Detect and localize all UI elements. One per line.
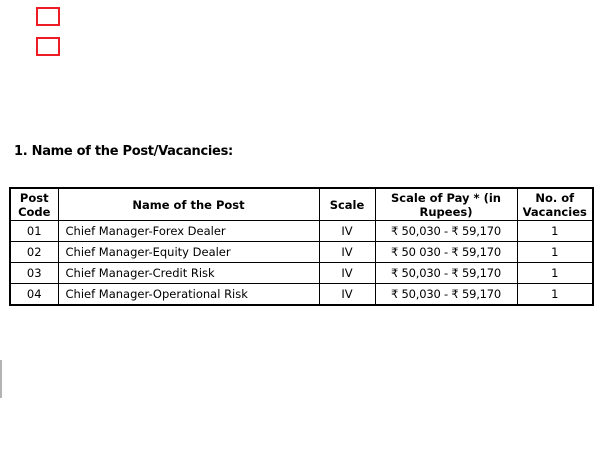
scale-cell: IV [319,221,375,242]
broken-image-placeholder-icon [36,37,60,56]
post-name-cell: Chief Manager-Forex Dealer [58,221,319,242]
page-edge-artifact [0,360,2,398]
pay-scale-cell: ₹ 50,030 - ₹ 59,170 [375,221,517,242]
col-header-post-code: Post Code [10,188,58,221]
post-name-cell: Chief Manager-Credit Risk [58,263,319,284]
vacancies-table [9,187,594,306]
scale-cell: IV [319,263,375,284]
post-name-cell: Chief Manager-Equity Dealer [58,242,319,263]
col-header-scale: Scale [319,188,375,221]
scale-cell: IV [319,242,375,263]
post-code-cell: 04 [10,284,58,306]
post-name-cell: Chief Manager-Operational Risk [58,284,319,306]
post-code-cell: 02 [10,242,58,263]
vacancies-cell: 1 [517,263,593,284]
vacancies-cell: 1 [517,221,593,242]
col-header-post-name: Name of the Post [58,188,319,221]
broken-image-placeholder-icon [36,7,60,26]
table-row [10,221,593,242]
post-code-cell: 01 [10,221,58,242]
scale-cell: IV [319,284,375,306]
vacancies-cell: 1 [517,284,593,306]
post-code-cell: 03 [10,263,58,284]
table-header-row [10,188,593,221]
section-heading: 1. Name of the Post/Vacancies: [14,144,233,159]
table-row [10,242,593,263]
table-row [10,263,593,284]
vacancies-cell: 1 [517,242,593,263]
pay-scale-cell: ₹ 50 030 - ₹ 59,170 [375,242,517,263]
pay-scale-cell: ₹ 50,030 - ₹ 59,170 [375,263,517,284]
table-row [10,284,593,306]
col-header-vacancies: No. of Vacancies [517,188,593,221]
col-header-pay-scale: Scale of Pay * (in Rupees) [375,188,517,221]
pay-scale-cell: ₹ 50,030 - ₹ 59,170 [375,284,517,306]
